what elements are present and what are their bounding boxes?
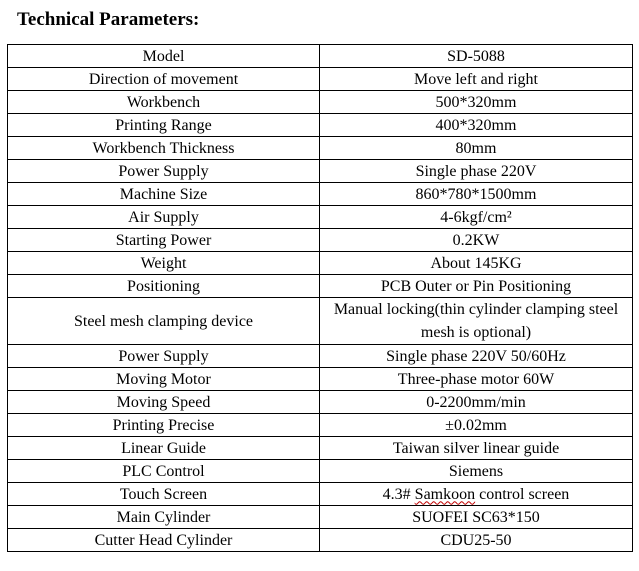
page-title: Technical Parameters: [17,9,200,30]
table-row [8,206,633,229]
table-row [8,114,633,137]
parameter-label: Touch Screen [8,483,320,506]
parameter-value: Three-phase motor 60W [320,368,633,391]
parameter-value: 500*320mm [320,91,633,114]
parameter-label: Positioning [8,275,320,298]
parameter-label: Starting Power [8,229,320,252]
parameter-value: ±0.02mm [320,414,633,437]
parameter-value: PCB Outer or Pin Positioning [320,275,633,298]
table-row [8,45,633,68]
table-row [8,298,633,345]
parameter-value: 4-6kgf/cm² [320,206,633,229]
parameter-label: Power Supply [8,345,320,368]
parameter-value: Single phase 220V 50/60Hz [320,345,633,368]
table-row [8,460,633,483]
parameter-value: 0.2KW [320,229,633,252]
table-row [8,345,633,368]
parameter-value [320,483,633,506]
parameter-value: Siemens [320,460,633,483]
parameter-label: Linear Guide [8,437,320,460]
parameter-label: Model [8,45,320,68]
table-row [8,391,633,414]
table-row [8,506,633,529]
parameter-value: SUOFEI SC63*150 [320,506,633,529]
table-row [8,275,633,298]
parameter-label: Moving Speed [8,391,320,414]
parameter-label: Power Supply [8,160,320,183]
parameter-value: SD-5088 [320,45,633,68]
table-row [8,414,633,437]
parameter-value: CDU25-50 [320,529,633,552]
parameter-label: Machine Size [8,183,320,206]
table-row [8,91,633,114]
technical-parameters-table [7,44,633,552]
parameter-label: Workbench Thickness [8,137,320,160]
parameter-value: Single phase 220V [320,160,633,183]
table-row [8,437,633,460]
parameter-value: 0-2200mm/min [320,391,633,414]
parameter-label: Main Cylinder [8,506,320,529]
parameter-label: Weight [8,252,320,275]
parameter-label: PLC Control [8,460,320,483]
parameter-label: Workbench [8,91,320,114]
parameter-label: Steel mesh clamping device [8,298,320,345]
parameter-label: Cutter Head Cylinder [8,529,320,552]
brand-name: Samkoon [414,485,476,503]
table-row [8,252,633,275]
table-row [8,183,633,206]
parameter-label: Printing Range [8,114,320,137]
parameter-label: Air Supply [8,206,320,229]
parameter-value: 80mm [320,137,633,160]
value-suffix: control screen [475,485,570,503]
table-row [8,229,633,252]
parameter-value: Manual locking(thin cylinder clamping steel mesh is optional) [320,298,633,345]
parameter-value: 860*780*1500mm [320,183,633,206]
table-row [8,160,633,183]
table-row [8,529,633,552]
parameter-label: Direction of movement [8,68,320,91]
table-row [8,368,633,391]
parameter-label: Printing Precise [8,414,320,437]
table-row [8,137,633,160]
parameter-value: About 145KG [320,252,633,275]
parameter-value: 400*320mm [320,114,633,137]
value-prefix: 4.3# [382,485,415,503]
parameter-label: Moving Motor [8,368,320,391]
parameter-value: Taiwan silver linear guide [320,437,633,460]
table-row [8,68,633,91]
table-body [8,45,633,552]
parameter-value: Move left and right [320,68,633,91]
table-row [8,483,633,506]
